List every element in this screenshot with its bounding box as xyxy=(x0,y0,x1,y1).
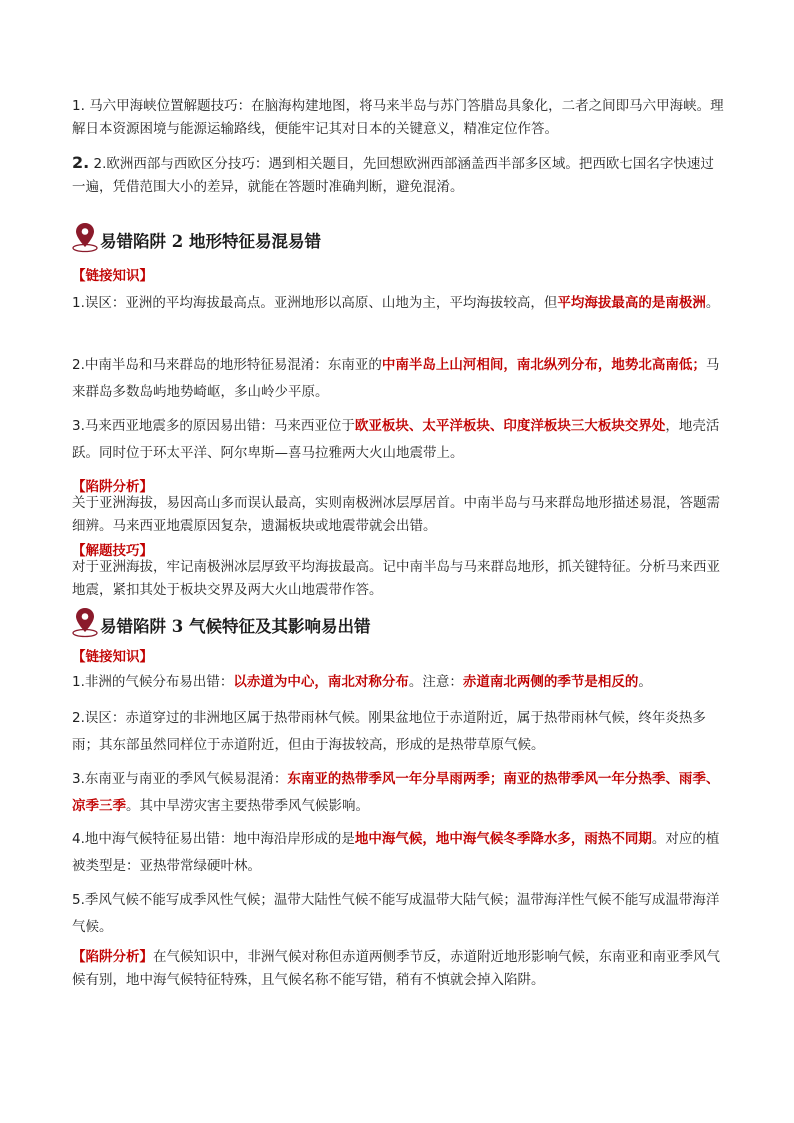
section-2-item-3 xyxy=(72,413,724,467)
section-2-item-1 xyxy=(72,290,724,317)
item-emphasis: 欧亚板块、太平洋板块、印度洋板块三大板块交界处 xyxy=(354,418,666,434)
section-3-analysis xyxy=(72,946,724,992)
item-emphasis: 东南亚的热带季风一年分旱雨两季；南亚的热带季风一年分热季、雨季、凉季三季 xyxy=(72,771,720,814)
tip-2-number: 2. xyxy=(72,153,90,172)
section-2-analysis-label: 【陷阱分析】 xyxy=(72,479,153,495)
section-2-link-label: 【链接知识】 xyxy=(72,268,153,284)
section-3-analysis-text: 在气候知识中，非洲气候对称但赤道两侧季节反，赤道附近地形影响气候，东南亚和南亚季风气候有别，地中海气候特征特殊，且气候名称不能写错，稍有不慎就会掉入陷阱。 xyxy=(72,949,720,988)
item-text: 3.马来西亚地震多的原因易出错：马来西亚位于 xyxy=(72,418,355,434)
item-text: 2.中南半岛和马来群岛的地形特征易混淆：东南亚的 xyxy=(72,357,382,373)
item-text: 1.非洲的气候分布易出错： xyxy=(72,674,234,690)
item-emphasis: 地中海气候，地中海气候冬季降水多，雨热不同期 xyxy=(354,831,652,847)
item-text: 1.误区：亚洲的平均海拔最高点。亚洲地形以高原、山地为主，平均海拔较高，但 xyxy=(72,295,558,311)
item-text-tail: 。其中旱涝灾害主要热带季风气候影响。 xyxy=(126,798,369,814)
section-2-tips-text: 对于亚洲海拔，牢记南极洲冰层厚致平均海拔最高。记中南半岛与马来群岛地形，抓关键特征。分析马来西亚地震，紧扣其处于板块交界及两大火山地震带作答。 xyxy=(72,559,720,598)
map-pin-icon xyxy=(72,606,102,638)
item-text-tail: 。对应的植被类型是：亚热带常绿硬叶林。 xyxy=(72,831,720,874)
item-emphasis: 以赤道为中心，南北对称分布 xyxy=(233,674,409,690)
item-emphasis: 平均海拔最高的是南极洲 xyxy=(557,295,706,311)
map-pin-icon xyxy=(72,221,102,253)
item-text-tail: 。 xyxy=(638,674,652,690)
section-3-analysis-label: 【陷阱分析】 xyxy=(72,949,153,965)
section-3-item-2 xyxy=(72,705,724,759)
section-3-item-1 xyxy=(72,669,724,696)
tip-1-text: 马六甲海峡位置解题技巧：在脑海构建地图，将马来半岛与苏门答腊岛具象化，二者之间即马六甲海峡。理解日本资源困境与能源运输路线，便能牢记其对日本的关键意义，精准定位作答。 xyxy=(72,98,724,137)
section-2-title: 易错陷阱 2 地形特征易混易错 xyxy=(100,232,321,251)
item-emphasis: 中南半岛上山河相间，南北纵列分布，地势北高南低； xyxy=(381,357,706,373)
tip-2-text: 2.欧洲西部与西欧区分技巧：遇到相关题目，先回想欧洲西部涵盖西半部多区域。把西欧七国名字快速过一遍，凭借范围大小的差异，就能在答题时准确判断，避免混淆。 xyxy=(72,156,714,195)
item-text: 5.季风气候不能写成季风性气候；温带大陆性气候不能写成温带大陆气候；温带海洋性气候不能写成温带海洋气候。 xyxy=(72,892,720,935)
item-text-mid: 。注意： xyxy=(408,674,463,690)
item-emphasis-2: 赤道南北两侧的季节是相反的 xyxy=(462,674,639,690)
item-text: 3.东南亚与南亚的季风气候易混淆： xyxy=(72,771,288,787)
section-2-heading xyxy=(72,219,321,253)
section-3-heading xyxy=(72,604,370,638)
item-text-tail: 马来群岛多数岛屿地势崎岖，多山岭少平原。 xyxy=(72,357,720,400)
tip-paragraph-2 xyxy=(72,151,724,199)
section-3-item-5 xyxy=(72,887,724,941)
section-2-item-2 xyxy=(72,352,724,406)
section-3-item-3 xyxy=(72,766,724,820)
section-3-title: 易错陷阱 3 气候特征及其影响易出错 xyxy=(100,617,371,636)
section-3-item-4 xyxy=(72,826,724,880)
section-2-tips-label: 【解题技巧】 xyxy=(72,543,153,559)
tip-1-number: 1. xyxy=(72,98,85,114)
item-text-tail: ，地壳活跃。同时位于环太平洋、阿尔卑斯—喜马拉雅两大火山地震带上。 xyxy=(72,418,720,461)
section-3-link-label: 【链接知识】 xyxy=(72,649,153,665)
item-text: 2.误区：赤道穿过的非洲地区属于热带雨林气候。刚果盆地位于赤道附近，属于热带雨林气候，终年炎热多雨；其东部虽然同样位于赤道附近，但由于海拔较高，形成的是热带草原气候。 xyxy=(72,710,706,753)
section-2-analysis-text: 关于亚洲海拔，易因高山多而误认最高，实则南极洲冰层厚居首。中南半岛与马来群岛地形描述易混，答题需细辨。马来西亚地震原因复杂，遗漏板块或地震带就会出错。 xyxy=(72,495,720,534)
item-text-tail: 。 xyxy=(705,295,720,311)
tip-paragraph-1 xyxy=(72,95,724,141)
item-text: 4.地中海气候特征易出错：地中海沿岸形成的是 xyxy=(72,831,355,847)
